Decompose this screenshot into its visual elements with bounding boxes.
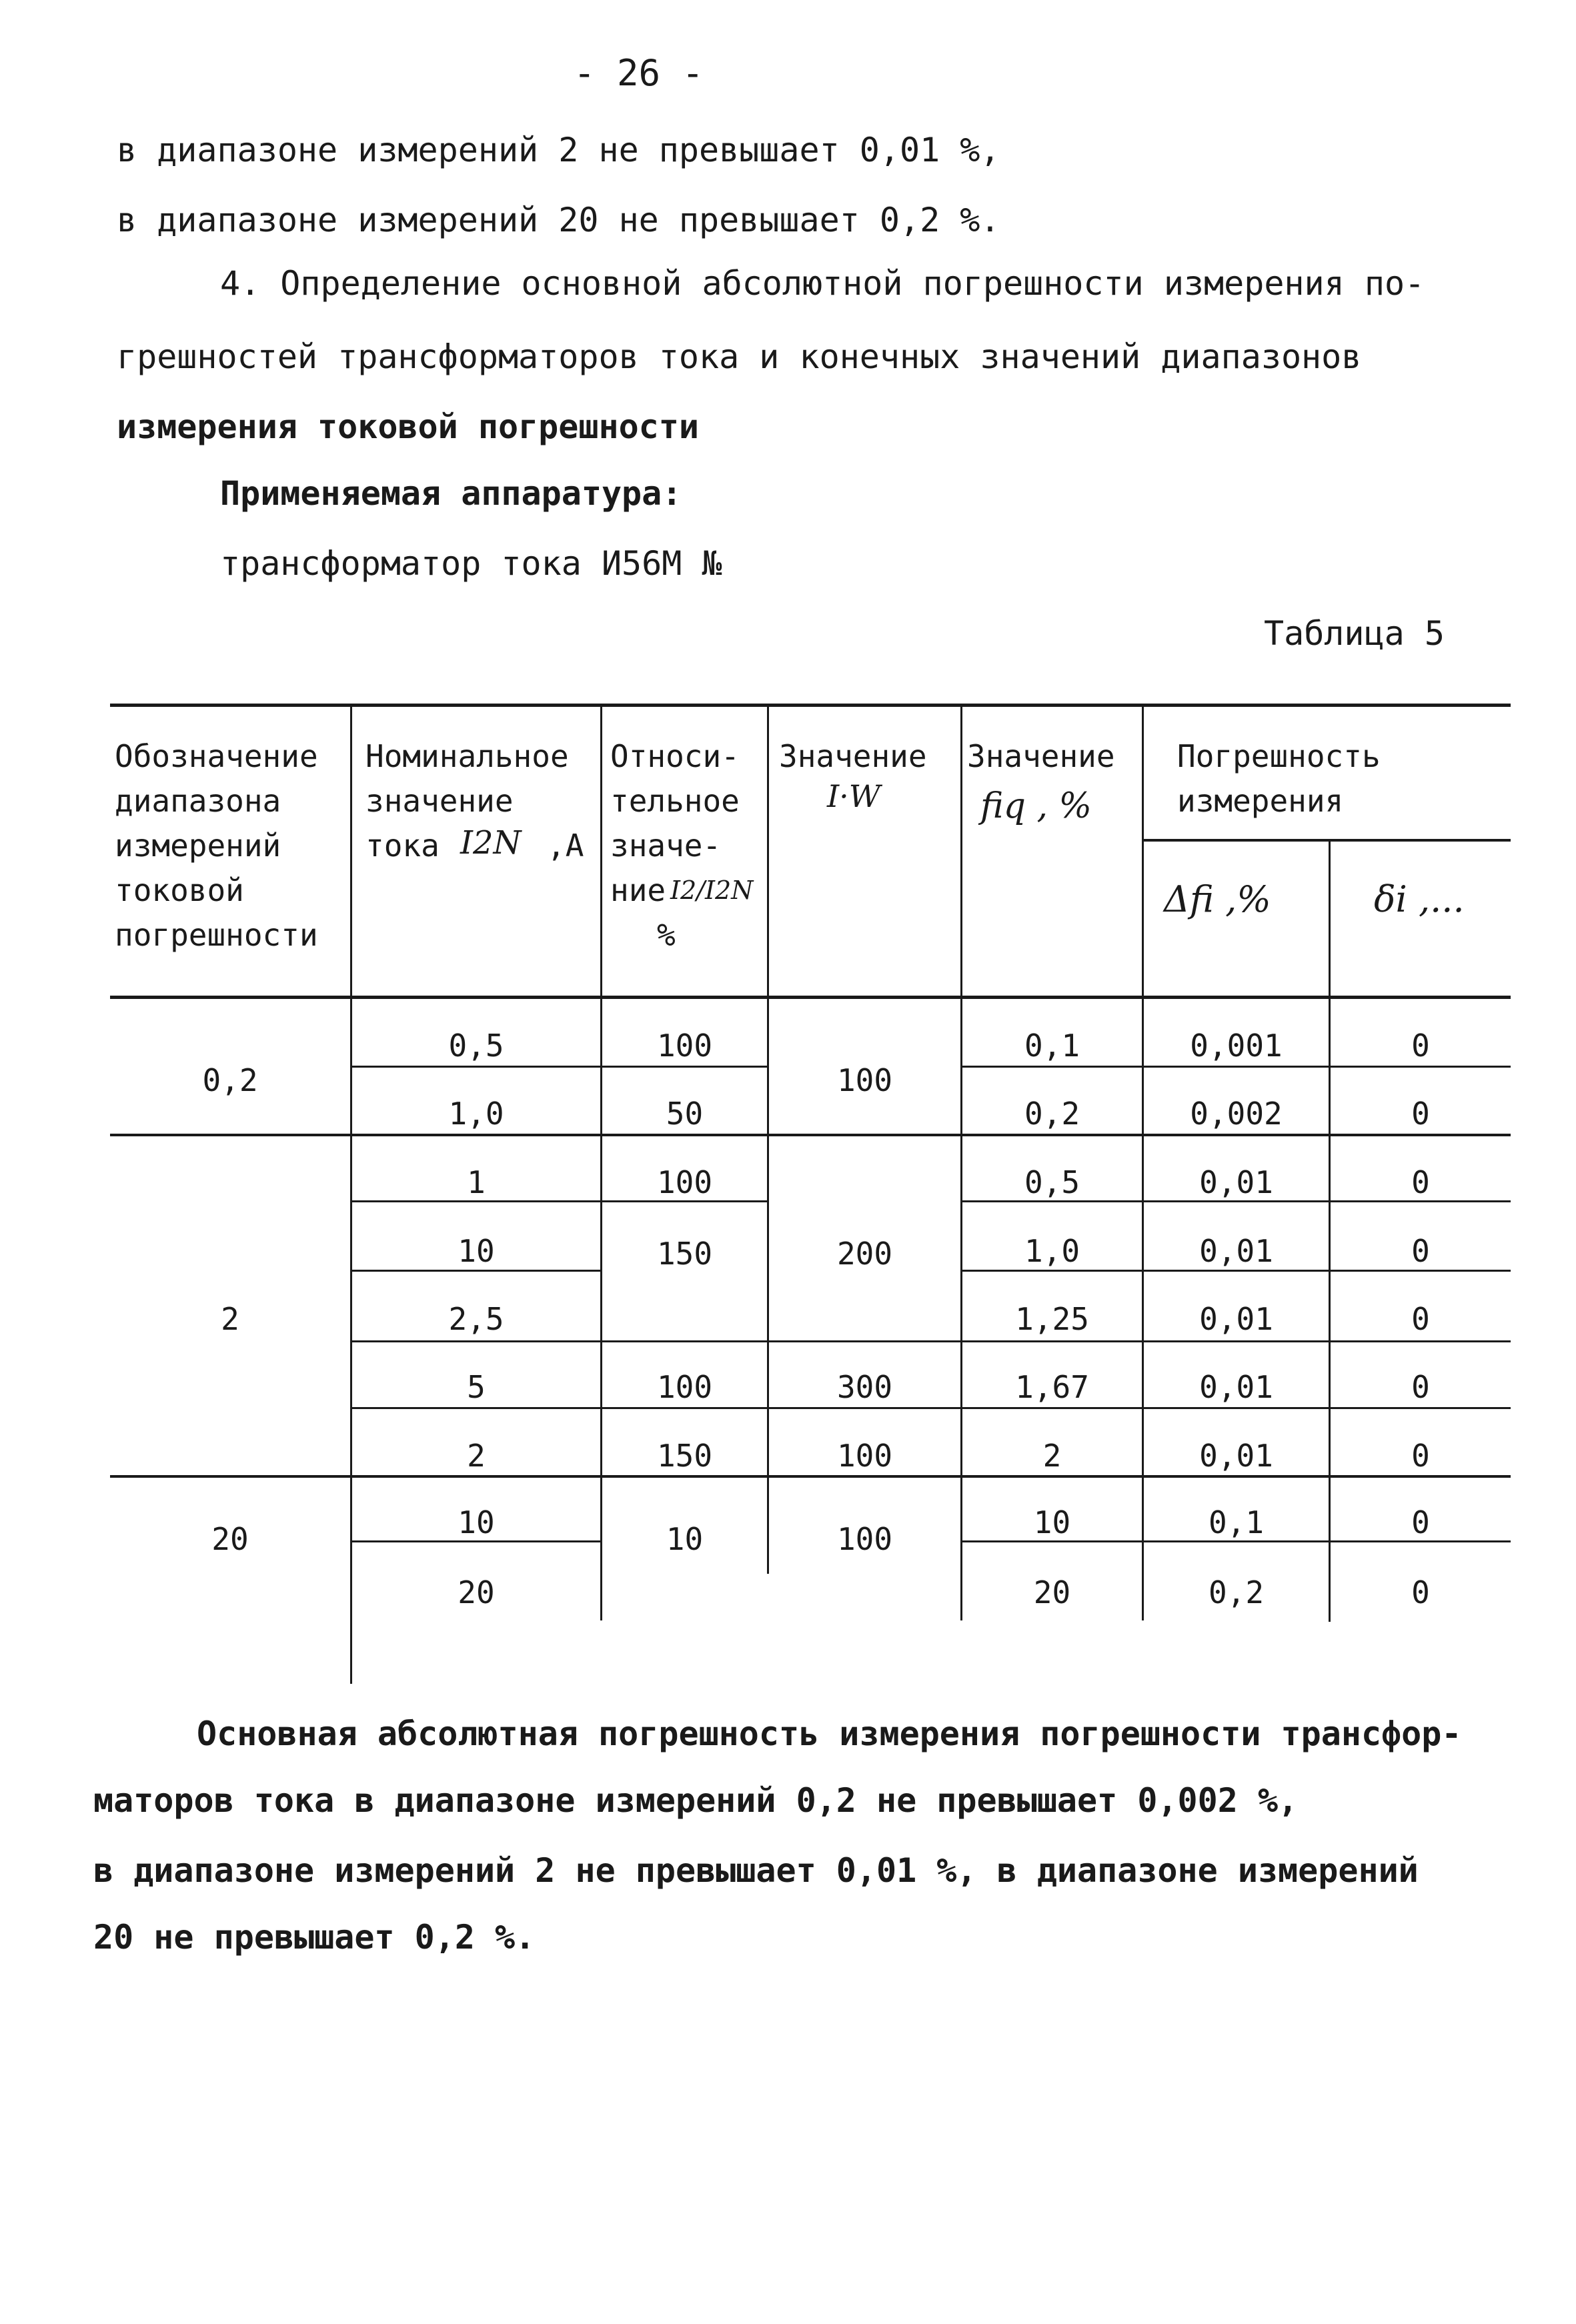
cell-nominal: 1,0: [448, 1096, 504, 1132]
row-rule: [350, 1270, 600, 1272]
header-delta-f: Δfi ,%: [1164, 878, 1271, 920]
cell-iw: 100: [836, 1062, 893, 1098]
header-range-l1: Обозначение: [115, 738, 318, 774]
section-heading-line-3: измерения токовой погрешности: [117, 407, 699, 446]
equipment-label: Применяемая аппаратура:: [220, 474, 682, 513]
cell-delta-f: 0,1: [1208, 1504, 1265, 1540]
cell-delta: 0: [1411, 1504, 1430, 1540]
cell-fiq: 10: [1033, 1504, 1071, 1540]
row-rule: [960, 1066, 1511, 1068]
cell-fiq: 1,25: [1015, 1301, 1089, 1337]
cell-nominal: 20: [458, 1574, 495, 1610]
cell-relative: 10: [666, 1521, 704, 1557]
cell-fiq: 20: [1033, 1574, 1071, 1610]
header-nominal-symbol: I2N: [460, 824, 522, 862]
cell-delta: 0: [1411, 1233, 1430, 1269]
cell-fiq: 0,5: [1024, 1164, 1080, 1200]
row-rule: [350, 1407, 1511, 1409]
header-error-l1: Погрешность: [1177, 738, 1381, 774]
cell-nominal: 5: [467, 1369, 486, 1405]
cell-relative: 100: [656, 1164, 713, 1200]
cell-delta: 0: [1411, 1028, 1430, 1064]
conclusion-line-3: в диапазоне измерений 2 не превышает 0,01 %, в диапазоне измерений: [93, 1851, 1419, 1890]
cell-delta: 0: [1411, 1574, 1430, 1610]
page-number: - 26 -: [574, 52, 704, 94]
cell-nominal: 2: [467, 1438, 486, 1474]
header-nominal-l2: значение: [365, 783, 514, 819]
header-error-l2: измерения: [1177, 783, 1344, 819]
conclusion-line-4: 20 не превышает 0,2 %.: [93, 1918, 536, 1957]
cell-delta: 0: [1411, 1369, 1430, 1405]
group-rule-1: [110, 1134, 1511, 1136]
cell-delta: 0: [1411, 1164, 1430, 1200]
header-fiq-symbol: fiq , %: [980, 786, 1092, 826]
conclusion-line-2: маторов тока в диапазоне измерений 0,2 не превышает 0,002 %,: [93, 1781, 1299, 1820]
cell-nominal: 1: [467, 1164, 486, 1200]
header-relative-l1: Относи-: [610, 738, 740, 774]
header-relative-l4: ние: [610, 872, 666, 908]
row-rule: [960, 1270, 1511, 1272]
cell-delta-f: 0,01: [1199, 1438, 1273, 1474]
intro-line-2: в диапазоне измерений 20 не превышает 0,2 %.: [117, 201, 1000, 239]
header-relative-l3: значе-: [610, 828, 722, 864]
table-top-rule: [110, 704, 1511, 707]
intro-line-1: в диапазоне измерений 2 не превышает 0,01 %,: [117, 131, 1000, 169]
cell-delta-f: 0,01: [1199, 1164, 1273, 1200]
row-rule: [350, 1066, 600, 1068]
cell-iw: 200: [836, 1236, 893, 1272]
cell-fiq: 2: [1042, 1438, 1062, 1474]
cell-relative: 50: [666, 1096, 704, 1132]
header-iw-symbol: I·W: [827, 778, 881, 814]
header-bottom-rule: [110, 996, 1511, 999]
cell-fiq: 0,2: [1024, 1096, 1080, 1132]
cell-relative: 150: [656, 1236, 713, 1272]
cell-delta: 0: [1411, 1301, 1430, 1337]
header-range-l2: диапазона: [115, 783, 281, 819]
cell-range: 20: [211, 1521, 249, 1557]
equipment-item: трансформатор тока И56М №: [220, 544, 722, 583]
header-delta: δi ,...: [1374, 878, 1465, 920]
header-iw-label: Значение: [779, 738, 927, 774]
error-subheader-rule: [1142, 839, 1511, 842]
header-relative-l2: тельное: [610, 783, 740, 819]
row-rule: [600, 1066, 767, 1068]
header-nominal-l3: тока: [365, 828, 440, 864]
cell-delta-f: 0,01: [1199, 1369, 1273, 1405]
table-label: Таблица 5: [1264, 614, 1445, 653]
cell-iw: 100: [836, 1521, 893, 1557]
cell-fiq: 0,1: [1024, 1028, 1080, 1064]
row-rule: [350, 1340, 1511, 1342]
cell-delta-f: 0,002: [1190, 1096, 1283, 1132]
cell-nominal: 10: [458, 1233, 495, 1269]
header-range-l5: погрешности: [115, 917, 318, 953]
cell-range: 2: [221, 1301, 239, 1337]
cell-delta-f: 0,001: [1190, 1028, 1283, 1064]
cell-range: 0,2: [202, 1062, 258, 1098]
header-relative-unit: %: [657, 917, 676, 953]
cell-delta-f: 0,01: [1199, 1233, 1273, 1269]
group-rule-2: [110, 1475, 1511, 1478]
cell-fiq: 1,67: [1015, 1369, 1089, 1405]
cell-fiq: 1,0: [1024, 1233, 1080, 1269]
cell-delta: 0: [1411, 1096, 1430, 1132]
cell-iw: 300: [836, 1369, 893, 1405]
cell-relative: 100: [656, 1369, 713, 1405]
cell-nominal: 0,5: [448, 1028, 504, 1064]
cell-delta-f: 0,2: [1208, 1574, 1265, 1610]
cell-iw: 100: [836, 1438, 893, 1474]
header-range-l3: измерений: [115, 828, 281, 864]
cell-delta-f: 0,01: [1199, 1301, 1273, 1337]
cell-nominal: 10: [458, 1504, 495, 1540]
header-nominal-l1: Номинальное: [365, 738, 569, 774]
cell-relative: 150: [656, 1438, 713, 1474]
conclusion-line-1: Основная абсолютная погрешность измерения погрешности трансфор-: [197, 1714, 1462, 1753]
cell-nominal: 2,5: [448, 1301, 504, 1337]
cell-relative: 100: [656, 1028, 713, 1064]
header-range-l4: токовой: [115, 872, 244, 908]
header-fiq-label: Значение: [967, 738, 1115, 774]
section-heading-line-2: грешностей трансформаторов тока и конечных значений диапазонов: [117, 337, 1362, 376]
header-relative-symbol: I2/I2N: [670, 876, 754, 905]
header-nominal-unit: ,А: [547, 828, 584, 864]
cell-delta: 0: [1411, 1438, 1430, 1474]
section-heading-line-1: 4. Определение основной абсолютной погрешности измерения по-: [220, 264, 1425, 303]
